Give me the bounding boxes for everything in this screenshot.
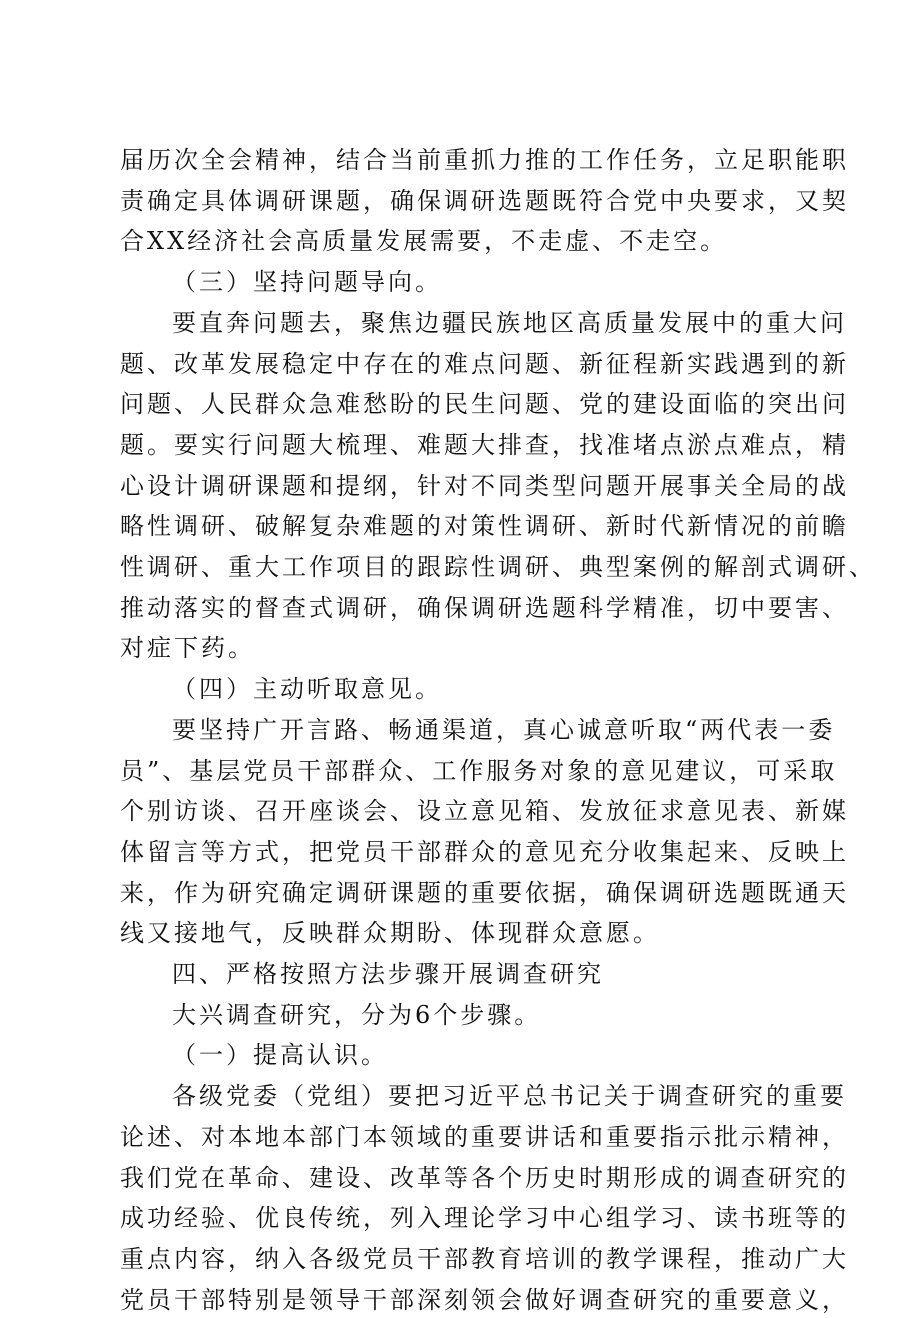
text-line: 要直奔问题去，聚焦边疆民族地区高质量发展中的重大问 [172, 308, 847, 337]
section-heading: （四）主动听取意见。 [172, 675, 442, 704]
text-line: 要坚持广开言路、畅通渠道，真心诚意听取“两代表一委 [172, 715, 836, 744]
text-line: 论述、对本地本部门本领域的重要讲话和重要指示批示精神， [120, 1122, 849, 1151]
text-line: 体留言等方式，把党员干部群众的意见充分收集起来、反映上 [120, 837, 849, 866]
section-heading: （三）坚持问题导向。 [172, 268, 442, 297]
text-line: 党员干部特别是领导干部深刻领会做好调查研究的重要意义， [120, 1285, 849, 1314]
text-line: 性调研、重大工作项目的跟踪性调研、典型案例的解剖式调研、 [120, 553, 876, 581]
text-line: 来，作为研究确定调研课题的重要依据，确保调研选题既通天 [120, 878, 849, 907]
text-line: 题。要实行问题大梳理、难题大排查，找准堵点淤点难点，精 [120, 430, 849, 459]
text-line: 线又接地气，反映群众期盼、体现群众意愿。 [120, 919, 660, 948]
text-line: 我们党在革命、建设、改革等各个历史时期形成的调查研究的 [120, 1163, 849, 1192]
text-line: 推动落实的督查式调研，确保调研选题科学精准，切中要害、 [120, 593, 849, 622]
text-line: 对症下药。 [120, 634, 255, 663]
text-line: 合XX经济社会高质量发展需要，不走虚、不走空。 [120, 227, 728, 256]
section-heading: （一）提高认识。 [172, 1041, 388, 1070]
text-line: 各级党委（党组）要把习近平总书记关于调查研究的重要 [172, 1082, 847, 1111]
text-line: 届历次全会精神，结合当前重抓力推的工作任务，立足职能职 [120, 146, 849, 174]
chapter-heading: 四、严格按照方法步骤开展调查研究 [172, 960, 604, 988]
text-line: 员”、基层党员干部群众、工作服务对象的意见建议，可采取 [120, 756, 838, 785]
text-line: 成功经验、优良传统，列入理论学习中心组学习、读书班等的 [120, 1204, 849, 1233]
text-line: 略性调研、破解复杂难题的对策性调研、新时代新情况的前瞻 [120, 512, 849, 541]
text-line: 责确定具体调研课题，确保调研选题既符合党中央要求，又契 [120, 186, 849, 215]
text-line: 题、改革发展稳定中存在的难点问题、新征程新实践遇到的新 [120, 349, 849, 378]
text-line: 重点内容，纳入各级党员干部教育培训的教学课程，推动广大 [120, 1244, 849, 1273]
text-line: 个别访谈、召开座谈会、设立意见箱、发放征求意见表、新媒 [120, 797, 849, 826]
text-line: 大兴调查研究，分为6个步骤。 [172, 1000, 542, 1029]
text-line: 问题、人民群众急难愁盼的民生问题、党的建设面临的突出问 [120, 390, 849, 419]
text-line: 心设计调研课题和提纲，针对不同类型问题开展事关全局的战 [120, 471, 849, 500]
